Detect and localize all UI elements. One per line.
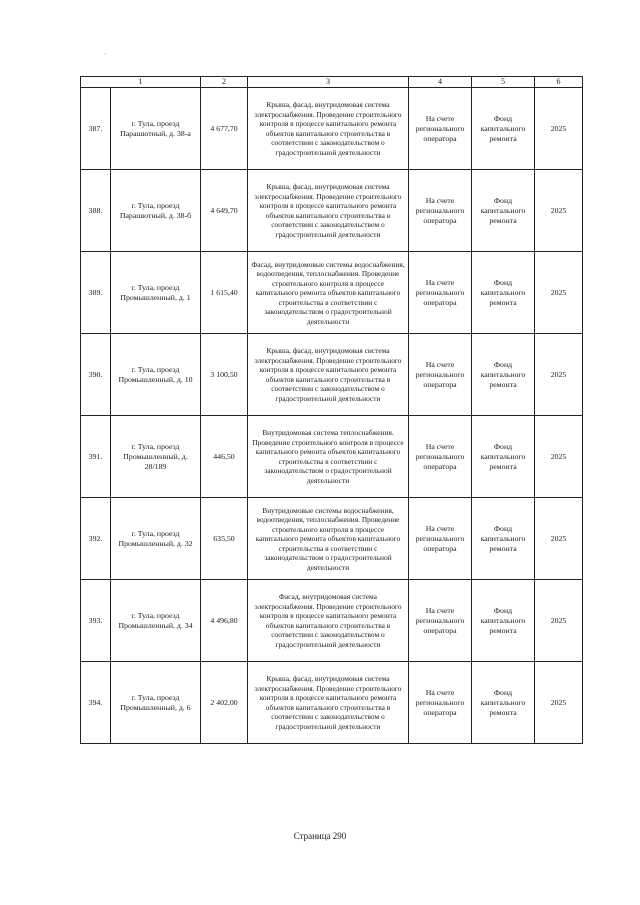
row-fund: Фонд капитального ремонта — [472, 170, 535, 252]
table-header — [81, 77, 583, 88]
row-number: 392. — [81, 498, 111, 580]
row-fund: Фонд капитального ремонта — [472, 88, 535, 170]
row-number: 389. — [81, 252, 111, 334]
row-address: г. Тула, проезд Промышленный, д. 6 — [111, 662, 201, 744]
row-funding-source: На счете регионального оператора — [409, 334, 472, 416]
table-row — [81, 334, 583, 416]
row-funding-source: На счете регионального оператора — [409, 498, 472, 580]
header-col-4: 4 — [409, 77, 472, 88]
row-cost: 4 677,70 — [201, 88, 248, 170]
row-funding-source: На счете регионального оператора — [409, 662, 472, 744]
row-year: 2025 — [535, 662, 583, 744]
row-year: 2025 — [535, 88, 583, 170]
row-funding-source: На счете регионального оператора — [409, 88, 472, 170]
row-number: 393. — [81, 580, 111, 662]
row-address: г. Тула, проезд Промышленный, д. 32 — [111, 498, 201, 580]
row-cost: 1 615,40 — [201, 252, 248, 334]
row-year: 2025 — [535, 416, 583, 498]
row-cost: 2 402,00 — [201, 662, 248, 744]
row-number: 387. — [81, 88, 111, 170]
row-year: 2025 — [535, 334, 583, 416]
row-funding-source: На счете регионального оператора — [409, 416, 472, 498]
row-works: Крыша, фасад, внутридомовая система электроснабжения. Проведение строительного контроля в процессе капитального ремонта объектов капитального строительства в соответствии с законодательством о градостроительной деятельности — [248, 170, 409, 252]
row-fund: Фонд капитального ремонта — [472, 662, 535, 744]
table-row — [81, 662, 583, 744]
row-fund: Фонд капитального ремонта — [472, 498, 535, 580]
table-row — [81, 580, 583, 662]
row-works: Крыша, фасад, внутридомовая система электроснабжения. Проведение строительного контроля в процессе капитального ремонта объектов капитального строительства в соответствии с законодательством о градостроительной деятельности — [248, 662, 409, 744]
row-address: г. Тула, проезд Парашютный, д. 38-а — [111, 88, 201, 170]
row-cost: 3 100,50 — [201, 334, 248, 416]
table-row — [81, 170, 583, 252]
table-row — [81, 416, 583, 498]
row-funding-source: На счете регионального оператора — [409, 170, 472, 252]
row-cost: 4 496,80 — [201, 580, 248, 662]
row-works: Крыша, фасад, внутридомовая система электроснабжения. Проведение строительного контроля в процессе капитального ремонта объектов капитального строительства в соответствии с законодательством о градостроительной деятельности — [248, 334, 409, 416]
header-col-6: 6 — [535, 77, 583, 88]
header-col-1: 1 — [81, 77, 201, 88]
row-fund: Фонд капитального ремонта — [472, 252, 535, 334]
header-col-3: 3 — [248, 77, 409, 88]
capital-repair-table — [80, 76, 583, 744]
row-works: Фасад, внутридомовая система электроснабжения. Проведение строительного контроля в процессе капитального ремонта объектов капитального строительства в соответствии с законодательством о градостроительной деятельности — [248, 580, 409, 662]
row-year: 2025 — [535, 498, 583, 580]
row-number: 391. — [81, 416, 111, 498]
row-funding-source: На счете регионального оператора — [409, 580, 472, 662]
table-row — [81, 88, 583, 170]
header-col-5: 5 — [472, 77, 535, 88]
table-row — [81, 252, 583, 334]
row-number: 390. — [81, 334, 111, 416]
row-cost: 635,50 — [201, 498, 248, 580]
page-number: Страница 290 — [293, 831, 347, 841]
row-cost: 4 649,70 — [201, 170, 248, 252]
row-fund: Фонд капитального ремонта — [472, 580, 535, 662]
row-works: Внутридомовые системы водоснабжения, водоотведения, теплоснабжения. Проведение строительного контроля в процессе капитального ремонта объектов капитального строительства в соответствии с законодательством о градостроительной деятельности — [248, 498, 409, 580]
row-year: 2025 — [535, 580, 583, 662]
row-address: г. Тула, проезд Промышленный, д. 1 — [111, 252, 201, 334]
row-year: 2025 — [535, 252, 583, 334]
row-address: г. Тула, проезд Парашютный, д. 38-б — [111, 170, 201, 252]
row-address: г. Тула, проезд Промышленный, д. 10 — [111, 334, 201, 416]
row-address: г. Тула, проезд Промышленный, д. 34 — [111, 580, 201, 662]
row-funding-source: На счете регионального оператора — [409, 252, 472, 334]
header-col-2: 2 — [201, 77, 248, 88]
row-works: Крыша, фасад, внутридомовая система электроснабжения. Проведение строительного контроля в процессе капитального ремонта объектов капитального строительства в соответствии с законодательством о градостроительной деятельности — [248, 88, 409, 170]
row-number: 388. — [81, 170, 111, 252]
table-row — [81, 498, 583, 580]
row-works: Фасад, внутридомовые системы водоснабжения, водоотведения, теплоснабжения. Проведение строительного контроля в процессе капитального ремонта объектов капитального строительства в соответствии с законодательством о градостроительной деятельности — [248, 252, 409, 334]
page-mark: · — [104, 50, 107, 59]
row-cost: 446,50 — [201, 416, 248, 498]
row-year: 2025 — [535, 170, 583, 252]
row-address: г. Тула, проезд Промышленный, д. 28/189 — [111, 416, 201, 498]
row-fund: Фонд капитального ремонта — [472, 334, 535, 416]
row-works: Внутридомовая система теплоснабжения. Проведение строительного контроля в процессе капитального ремонта объектов капитального строительства в соответствии с законодательством о градостроительной деятельности — [248, 416, 409, 498]
table-body — [81, 88, 583, 744]
row-number: 394. — [81, 662, 111, 744]
row-fund: Фонд капитального ремонта — [472, 416, 535, 498]
